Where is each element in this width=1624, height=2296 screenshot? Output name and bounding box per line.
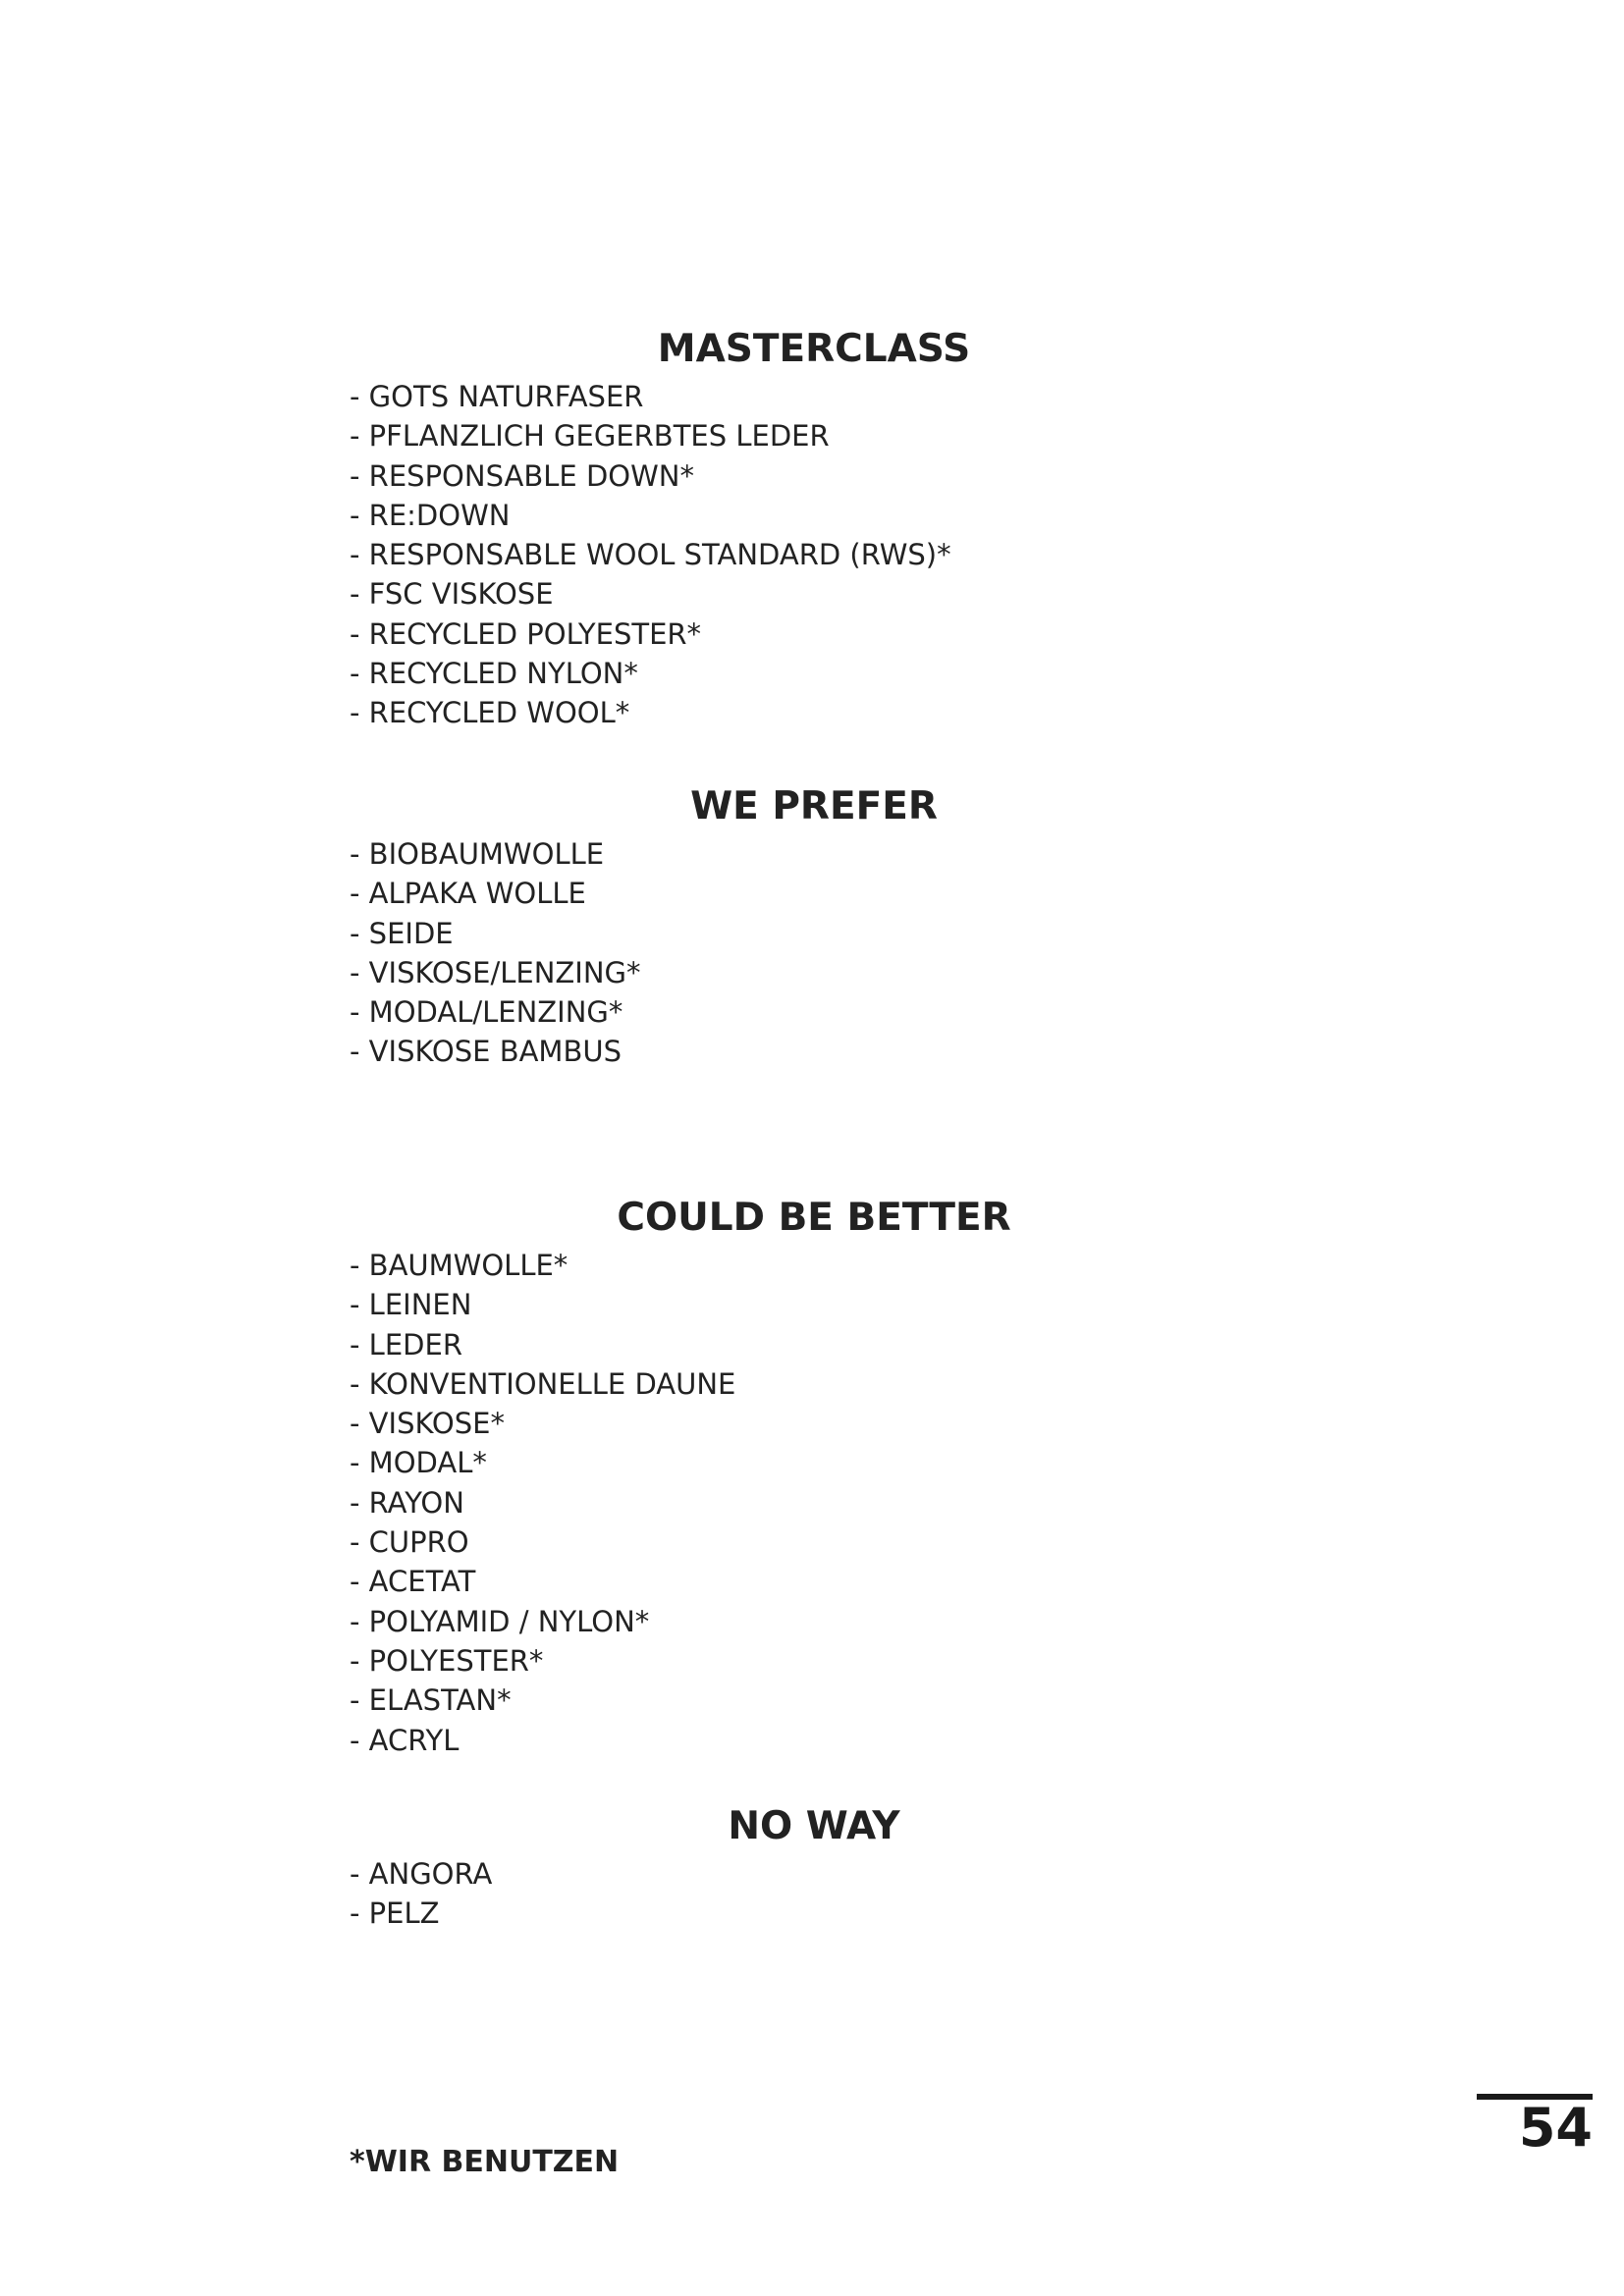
list-item: - POLYAMID / NYLON* — [350, 1604, 650, 1638]
list-item: - RECYCLED NYLON* — [350, 657, 638, 691]
page-number: 54 — [1518, 2097, 1593, 2159]
section-title: NO WAY — [728, 1804, 900, 1848]
list-item: - PFLANZLICH GEGERBTES LEDER — [350, 419, 830, 454]
list-item: - ACRYL — [350, 1723, 460, 1757]
list-item: - BAUMWOLLE* — [350, 1249, 568, 1282]
section-title: MASTERCLASS — [657, 327, 971, 371]
list-item: - ACETAT — [350, 1565, 476, 1599]
list-item: - RECYCLED WOOL* — [350, 696, 630, 730]
list-item: - LEDER — [350, 1327, 462, 1362]
list-item: - VISKOSE* — [350, 1407, 505, 1441]
item-list — [350, 1246, 1278, 1760]
list-item: - PELZ — [350, 1896, 440, 1931]
item-list — [350, 1854, 1278, 1934]
list-item: - MODAL/LENZING* — [350, 995, 623, 1030]
section-we-prefer — [350, 779, 1278, 1072]
item-list — [350, 377, 1278, 733]
list-item: - VISKOSE/LENZING* — [350, 955, 641, 989]
list-item: - GOTS NATURFASER — [350, 380, 644, 413]
list-item: - FSC VISKOSE — [350, 577, 554, 612]
list-item: - ANGORA — [350, 1857, 493, 1891]
footnote: *WIR BENUTZEN — [350, 2145, 620, 2179]
list-item: - SEIDE — [350, 916, 454, 950]
list-item: - RESPONSABLE DOWN* — [350, 458, 694, 493]
list-item: - BIOBAUMWOLLE — [350, 837, 605, 871]
list-item: - CUPRO — [350, 1525, 469, 1560]
list-item: - ALPAKA WOLLE — [350, 877, 586, 911]
section-no-way — [350, 1799, 1278, 1934]
list-item: - RECYCLED POLYESTER* — [350, 616, 702, 651]
section-title: WE PREFER — [690, 784, 938, 828]
list-item: - POLYESTER* — [350, 1643, 544, 1678]
list-item: - ELASTAN* — [350, 1683, 512, 1718]
list-item: - KONVENTIONELLE DAUNE — [350, 1366, 736, 1401]
list-item: - RAYON — [350, 1485, 464, 1520]
section-title: COULD BE BETTER — [617, 1196, 1011, 1240]
list-item: - MODAL* — [350, 1446, 487, 1480]
list-item: - RESPONSABLE WOOL STANDARD (RWS)* — [350, 538, 951, 572]
item-list — [350, 834, 1278, 1072]
list-item: - LEINEN — [350, 1288, 472, 1322]
list-item: - RE:DOWN — [350, 498, 511, 532]
section-could-be-better — [350, 1191, 1278, 1760]
section-masterclass — [350, 322, 1278, 733]
list-item: - VISKOSE BAMBUS — [350, 1035, 622, 1069]
